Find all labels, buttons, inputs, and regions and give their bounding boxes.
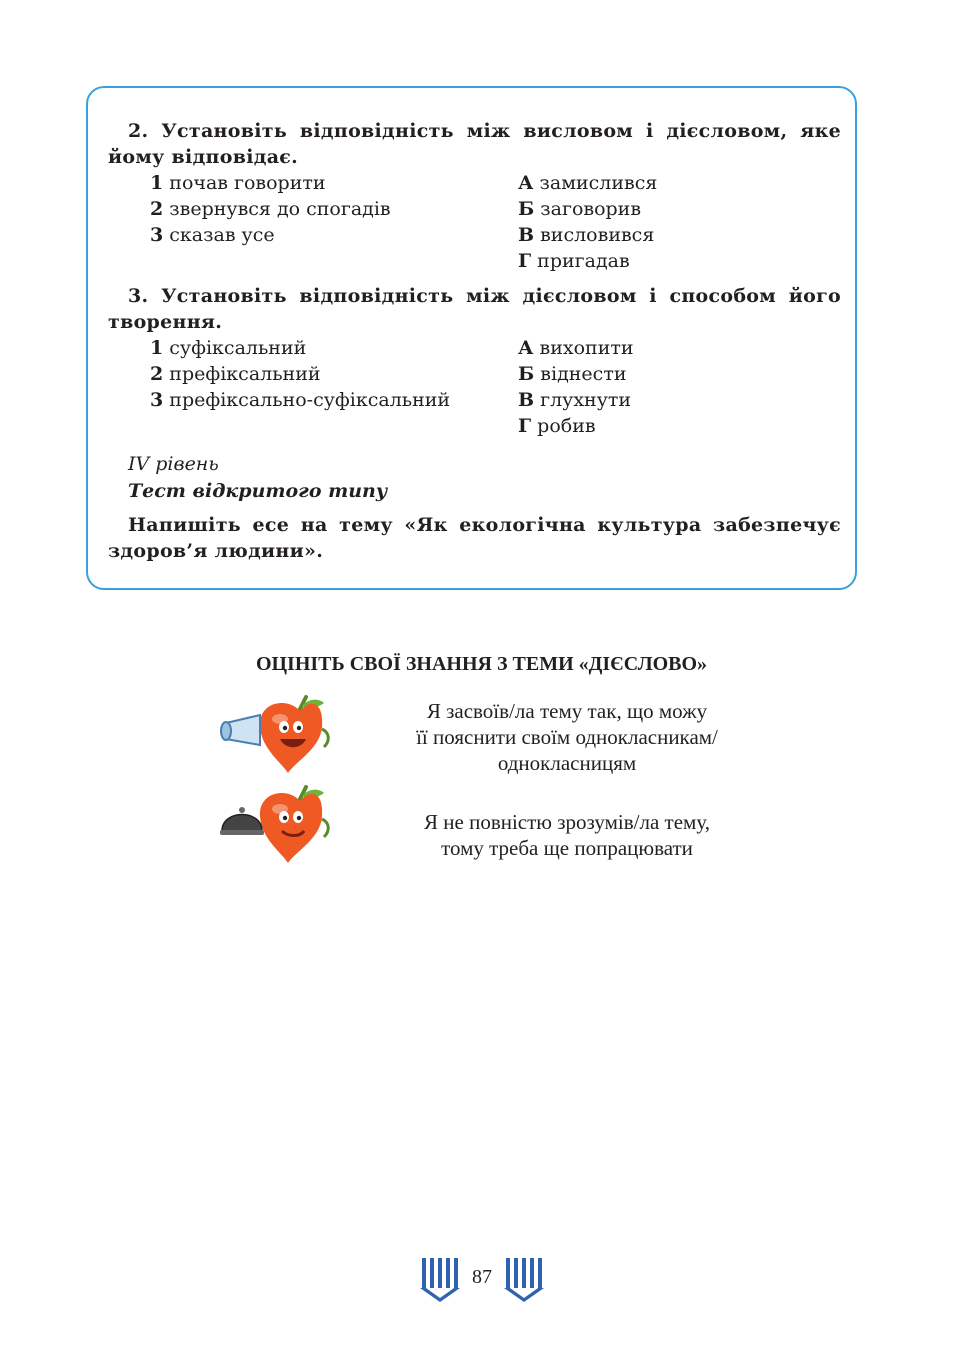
task2-right-v: В висловився	[518, 224, 655, 246]
apple-megaphone-icon	[218, 693, 344, 777]
task3-left-3: 3 префіксально-суфіксальний	[150, 389, 451, 411]
task2-left-1: 1 почав говорити	[150, 172, 326, 194]
test-type-label: Тест відкритого типу	[128, 480, 388, 502]
task3-title: 3. Установіть відповідність між дієсловом і способом його творення.	[108, 285, 841, 333]
task3-right-h: Г робив	[518, 415, 596, 437]
evaluation-heading: ОЦІНІТЬ СВОЇ ЗНАННЯ З ТЕМИ «ДІЄСЛОВО»	[255, 653, 708, 675]
eval-item2-text: Я не повністю зрозумів/ла тему, тому треба ще попрацювати	[424, 810, 710, 860]
task2-left-3: 3 сказав усе	[150, 224, 275, 246]
right-ornament-icon	[502, 1256, 546, 1304]
apple-dome-icon	[218, 783, 344, 867]
left-ornament-icon	[418, 1256, 462, 1304]
task2-left-2: 2 звернувся до спогадів	[150, 198, 391, 220]
task3-left-1: 1 суфіксальний	[150, 337, 307, 359]
task2-right-b: Б заговорив	[518, 198, 642, 220]
level-label: IV рівень	[128, 453, 219, 475]
task3-left-2: 2 префіксальний	[150, 363, 321, 385]
essay-task: Напишіть есе на тему «Як екологічна культура забезпечує здоров’я людини».	[108, 514, 841, 562]
task3-right-b: Б віднести	[518, 363, 627, 385]
task2-right-h: Г пригадав	[518, 250, 630, 272]
page-number: 87	[472, 1266, 492, 1288]
eval-item1-text: Я засвоїв/ла тему так, що можу її пояснити своїм однокласникам/ однокласницям	[416, 699, 718, 775]
task3-right-v: В глухнути	[518, 389, 632, 411]
task3-right-a: А вихопити	[518, 337, 634, 359]
task2-title: 2. Установіть відповідність між висловом і дієсловом, яке йому відповідає.	[108, 120, 841, 168]
task2-right-a: А замислився	[518, 172, 658, 194]
